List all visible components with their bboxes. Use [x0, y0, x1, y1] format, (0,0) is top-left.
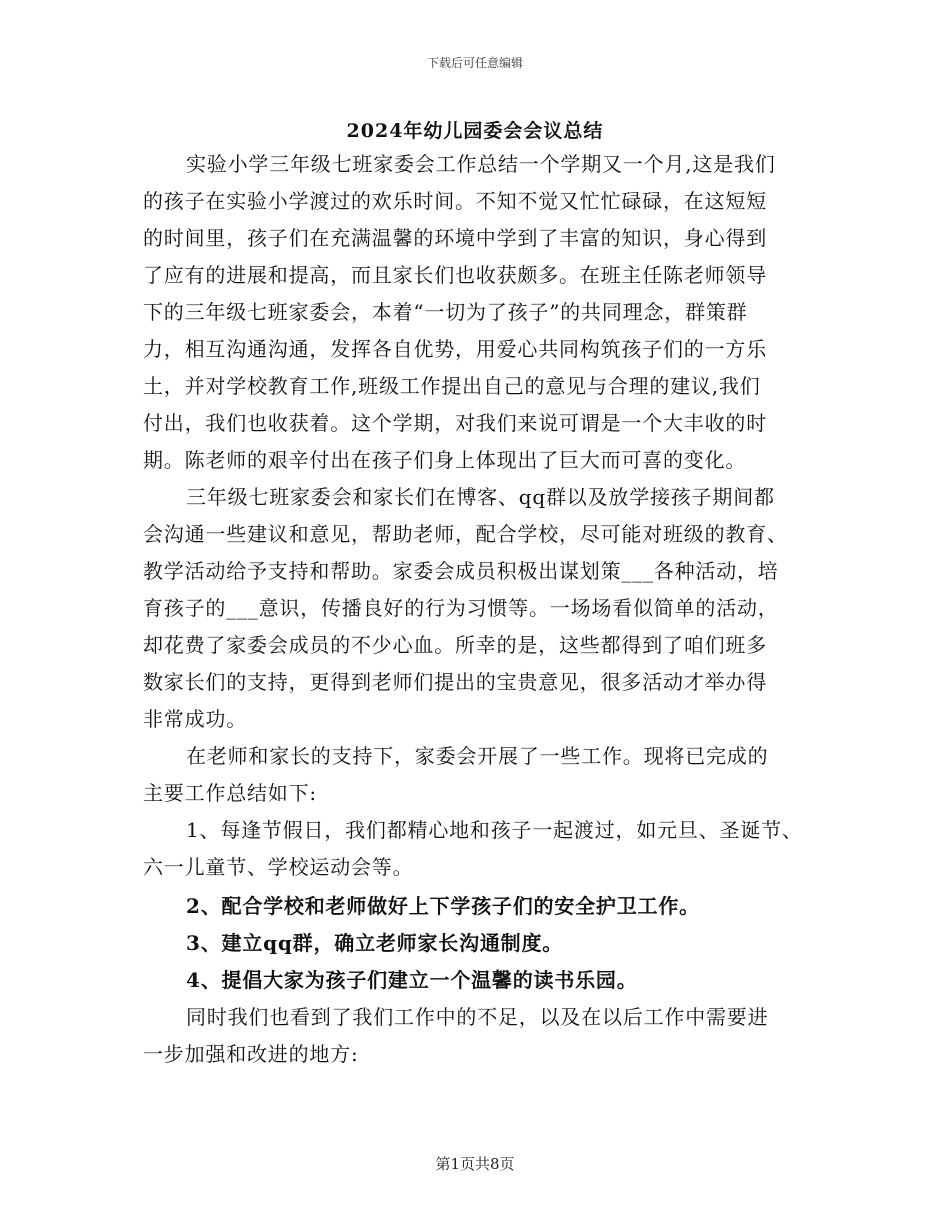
body-line: 同时我们也看到了我们工作中的不足，以及在以后工作中需要进: [186, 1005, 769, 1029]
body-line: 育孩子的___意识，传播良好的行为习惯等。一场场看似简单的活动，: [143, 596, 779, 620]
list-item: 1、每逢节假日，我们都精心地和孩子一起渡过，如元旦、圣诞节、: [186, 818, 803, 842]
page-number: 第1页共8页: [435, 1155, 515, 1173]
body-line: 的孩子在实验小学渡过的欢乐时间。不知不觉又忙忙碌碌，在这短短: [143, 189, 767, 213]
header-note: 下载后可任意编辑: [426, 56, 523, 70]
body-line: 非常成功。: [143, 707, 247, 731]
body-line: 土，并对学校教育工作,班级工作提出自己的意见与合理的建议,我们: [143, 374, 761, 398]
body-line: 教学活动给予支持和帮助。家委会成员积极出谋划策___各种活动，培: [143, 559, 779, 583]
body-line: 在老师和家长的支持下，家委会开展了一些工作。现将已完成的: [186, 744, 769, 768]
body-line: 却花费了家委会成员的不少心血。所幸的是，这些都得到了咱们班多: [143, 633, 767, 657]
list-item: 2、配合学校和老师做好上下学孩子们的安全护卫工作。: [186, 894, 700, 918]
body-line: 实验小学三年级七班家委会工作总结一个学期又一个月,这是我们: [186, 152, 776, 176]
body-line: 主要工作总结如下:: [143, 781, 317, 805]
body-line: 了应有的进展和提高，而且家长们也收获颇多。在班主任陈老师领导: [143, 263, 767, 287]
body-line: 数家长们的支持，更得到老师们提出的宝贵意见，很多活动才举办得: [143, 670, 767, 694]
body-line: 付出，我们也收获着。这个学期，对我们来说可谓是一个大丰收的时: [143, 411, 767, 435]
body-line: 下的三年级七班家委会，本着“一切为了孩子”的共同理念，群策群: [143, 300, 748, 324]
body-line: 一步加强和改进的地方:: [143, 1042, 359, 1066]
body-line: 会沟通一些建议和意见，帮助老师，配合学校，尽可能对班级的教育、: [143, 522, 788, 546]
body-line: 三年级七班家委会和家长们在博客、qq群以及放学接孩子期间都: [186, 485, 775, 509]
list-item: 4、提倡大家为孩子们建立一个温馨的读书乐园。: [186, 968, 638, 992]
body-line: 的时间里，孩子们在充满温馨的环境中学到了丰富的知识，身心得到: [143, 226, 767, 250]
body-line: 六一儿童节、学校运动会等。: [143, 855, 414, 879]
document-title: 2024年幼儿园委会会议总结: [346, 120, 604, 142]
body-line: 力，相互沟通沟通，发挥各自优势，用爱心共同构筑孩子们的一方乐: [143, 337, 767, 361]
list-item: 3、建立qq群，确立老师家长沟通制度。: [186, 931, 564, 955]
body-line: 期。陈老师的艰辛付出在孩子们身上体现出了巨大而可喜的变化。: [143, 448, 747, 472]
